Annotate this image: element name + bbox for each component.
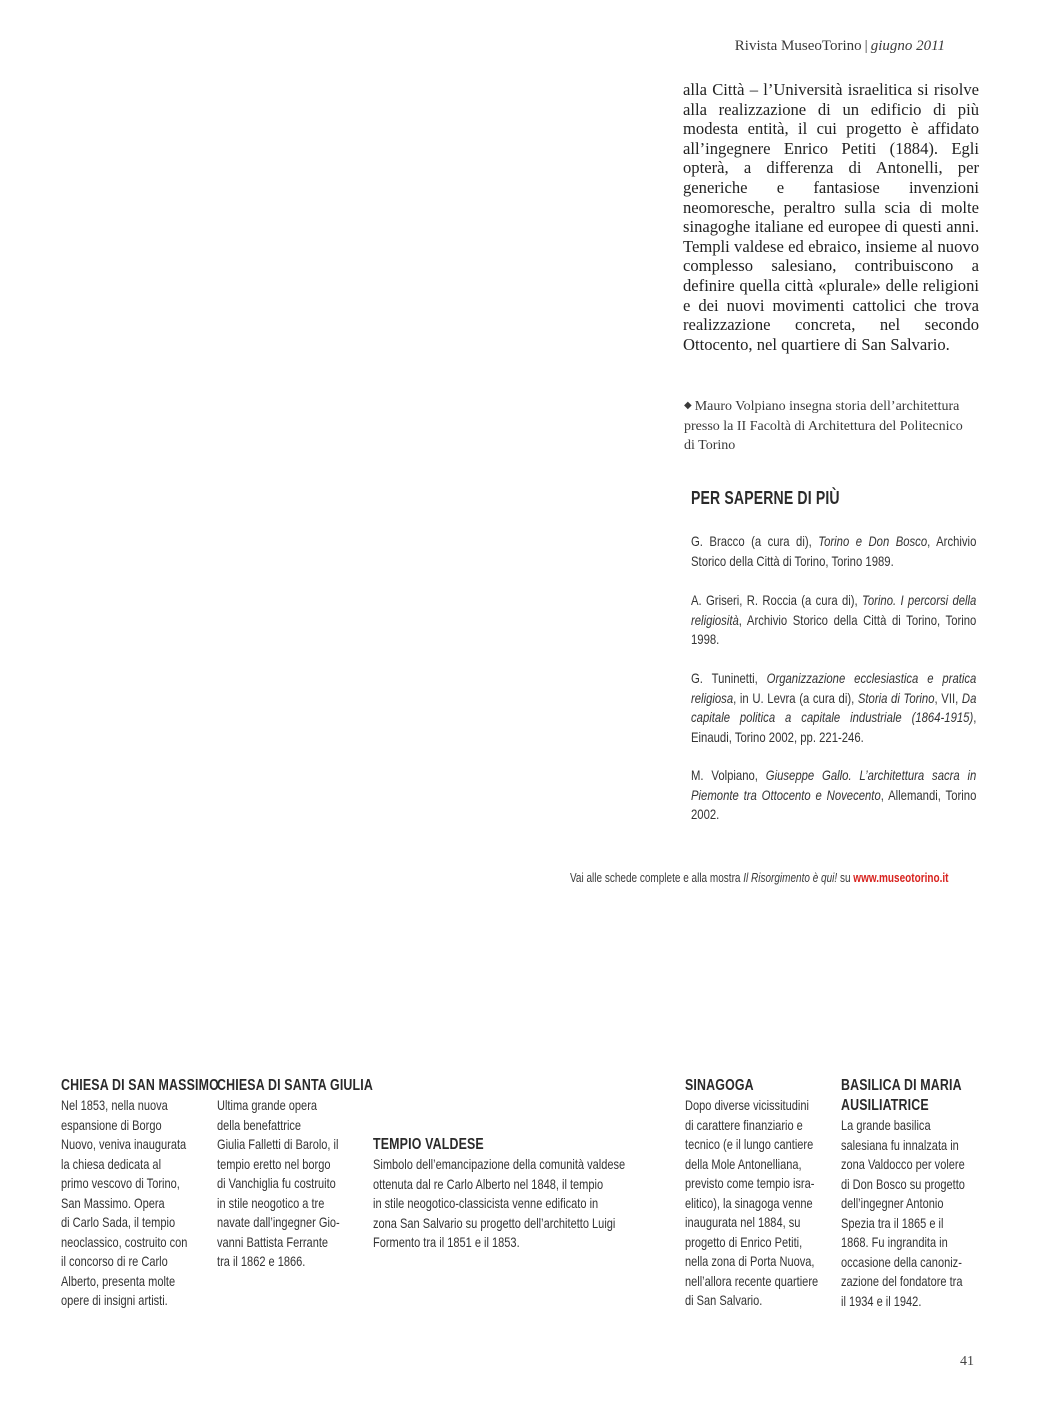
bibliography-entry bbox=[691, 532, 976, 571]
bib-text: A. Griseri, R. Roccia (a cura di), bbox=[691, 593, 862, 608]
caption-line: inaugurata nel 1884, su bbox=[685, 1215, 801, 1230]
caption-body bbox=[217, 1096, 373, 1272]
caption-line: di San Salvario. bbox=[685, 1293, 763, 1308]
bibliography-entry bbox=[691, 591, 976, 650]
bib-text: G. Tuninetti, bbox=[691, 671, 767, 686]
caption-line: Nel 1853, nella nuova bbox=[61, 1098, 168, 1113]
caption-line: opere di insigni artisti. bbox=[61, 1293, 168, 1308]
caption-title-line: AUSILIATRICE bbox=[841, 1097, 929, 1114]
caption-line: dell’ingegner Antonio bbox=[841, 1196, 944, 1211]
bib-title: Torino e Don Bosco bbox=[818, 534, 928, 549]
caption-title-line: TEMPIO VALDESE bbox=[373, 1136, 484, 1153]
author-note-text: Mauro Volpiano insegna storia dell’architettura presso la II Facoltà di Architettura del Politecnico di Torino bbox=[684, 399, 963, 453]
bib-title: Storia di Torino bbox=[857, 690, 935, 706]
caption-line: Giulia Falletti di Barolo, il bbox=[217, 1137, 339, 1152]
caption-line: in stile neogotico-classicista venne edificato in bbox=[373, 1196, 599, 1211]
caption-line: di Don Bosco su progetto bbox=[841, 1176, 965, 1192]
caption-title-line: CHIESA DI SAN MASSIMO bbox=[61, 1077, 219, 1094]
caption-line: zona Valdocco per volere bbox=[841, 1157, 965, 1172]
caption-line: Nuovo, veniva inaugurata bbox=[61, 1137, 187, 1152]
caption-line: in stile neogotico a tre bbox=[217, 1195, 325, 1211]
bib-text: , Archivio Storico della Città di Torino, Torino 1998. bbox=[691, 612, 977, 647]
bib-title: Torino. I percorsi della religiosità bbox=[691, 593, 977, 628]
caption-line: della Mole Antonelliana, bbox=[685, 1156, 802, 1172]
caption-line: San Massimo. Opera bbox=[61, 1195, 165, 1211]
caption-line: vanni Battista Ferrante bbox=[217, 1234, 329, 1250]
article-body: alla Città – l’Università israelitica si risolve alla realizzazione di un edificio di più modesta entità, il cui progetto è affidato all’ingegnere Enrico Petiti (1884). Egli opterà, a differenza di Antonelli, per generiche e fantasiose invenzioni neomoresche, peraltro sulla scia di molte sinagoghe italiane ed europee di questi anni. Templi valdese ed ebraico, insieme al nuovo complesso salesiano, contribuiscono a definire quella città «plurale» delle religioni e dei nuovi movimenti cattolici che trova realizzazione concreta, nel secondo Ottocento, nel quartiere di San Salvario. bbox=[683, 80, 979, 354]
bib-title: Da capitale politica a capitale industriale (1864-1915) bbox=[691, 690, 977, 725]
caption-body bbox=[685, 1096, 818, 1311]
caption-line: il 1934 e il 1942. bbox=[841, 1293, 922, 1309]
exhibition-title: Il Risorgimento è qui! bbox=[743, 871, 838, 885]
caption-line: primo vescovo di Torino, bbox=[61, 1176, 180, 1191]
caption-line: di carattere finanziario e bbox=[685, 1117, 803, 1133]
caption-line: zazione del fondatore tra bbox=[841, 1274, 963, 1289]
caption-line: La grande basilica bbox=[841, 1118, 931, 1133]
bib-text: , VII, bbox=[934, 690, 962, 706]
bibliography-entry bbox=[691, 766, 976, 825]
caption-line: 1868. Fu ingrandita in bbox=[841, 1235, 948, 1250]
caption-line: Ultima grande opera bbox=[217, 1098, 318, 1113]
bib-text: , Allemandi, Torino 2002. bbox=[691, 787, 977, 822]
caption-line: tra il 1862 e 1866. bbox=[217, 1254, 306, 1269]
bib-text: , Archivio Storico della Città di Torino, Torino 1989. bbox=[691, 534, 977, 569]
museotorino-link-line bbox=[570, 871, 976, 885]
caption-tempio-valdese bbox=[373, 1135, 625, 1253]
caption-santa-giulia bbox=[217, 1076, 373, 1272]
caption-title bbox=[61, 1076, 219, 1096]
bib-title: Giuseppe Gallo. L’architettura sacra in Piemonte tra Ottocento e Novecento bbox=[691, 768, 977, 803]
bib-text: , in U. Levra (a cura di), bbox=[733, 690, 858, 706]
caption-line: occasione della canoniz- bbox=[841, 1254, 962, 1270]
caption-line: Alberto, presenta molte bbox=[61, 1273, 176, 1289]
running-header bbox=[700, 38, 945, 55]
caption-line: Spezia tra il 1865 e il bbox=[841, 1215, 944, 1231]
caption-line: tempio eretto nel borgo bbox=[217, 1156, 331, 1172]
journal-name: Rivista MuseoTorino bbox=[734, 38, 862, 54]
author-note bbox=[684, 396, 976, 456]
caption-title bbox=[841, 1076, 965, 1116]
caption-line: della benefattrice bbox=[217, 1117, 302, 1133]
caption-line: il concorso di re Carlo bbox=[61, 1254, 168, 1269]
header-separator: | bbox=[864, 38, 868, 54]
caption-line: di Carlo Sada, il tempio bbox=[61, 1215, 176, 1230]
caption-line: nella zona di Porta Nuova, bbox=[685, 1254, 815, 1269]
caption-maria-ausiliatrice bbox=[841, 1076, 965, 1311]
caption-sinagoga bbox=[685, 1076, 818, 1311]
museotorino-url-link[interactable]: www.museotorino.it bbox=[853, 871, 949, 885]
caption-title-line: CHIESA DI SANTA GIULIA bbox=[217, 1077, 373, 1094]
issue-date: giugno 2011 bbox=[870, 38, 945, 54]
caption-san-massimo bbox=[61, 1076, 219, 1311]
bibliography-entry bbox=[691, 669, 976, 747]
caption-line: neoclassico, costruito con bbox=[61, 1234, 188, 1250]
caption-line: previsto come tempio isra- bbox=[685, 1176, 815, 1191]
bib-text: G. Bracco (a cura di), bbox=[691, 534, 819, 549]
caption-body bbox=[61, 1096, 219, 1311]
caption-body bbox=[373, 1155, 625, 1253]
caption-line: Formento tra il 1851 e il 1853. bbox=[373, 1235, 520, 1250]
caption-body bbox=[841, 1116, 965, 1311]
bib-title: Organizzazione ecclesiastica e pratica religiosa bbox=[691, 671, 977, 706]
bib-text: , Einaudi, Torino 2002, pp. 221-246. bbox=[691, 710, 977, 745]
caption-title bbox=[217, 1076, 373, 1096]
link-prefix: Vai alle schede complete e alla mostra bbox=[570, 871, 744, 885]
caption-title-line: SINAGOGA bbox=[685, 1077, 754, 1094]
further-reading-title: PER SAPERNE DI PIÙ bbox=[691, 488, 840, 508]
caption-line: salesiana fu innalzata in bbox=[841, 1137, 959, 1153]
caption-line: la chiesa dedicata al bbox=[61, 1156, 162, 1172]
caption-title bbox=[685, 1076, 818, 1096]
caption-line: zona San Salvario su progetto dell’architetto Luigi bbox=[373, 1215, 616, 1231]
caption-line: elitico), la sinagoga venne bbox=[685, 1195, 813, 1211]
caption-line: navate dall’ingegner Gio- bbox=[217, 1215, 340, 1230]
caption-title-line: BASILICA DI MARIA bbox=[841, 1077, 962, 1094]
diamond-bullet-icon: ◆ bbox=[684, 400, 692, 411]
page-number: 41 bbox=[960, 1354, 974, 1369]
caption-line: ottenuta dal re Carlo Alberto nel 1848, il tempio bbox=[373, 1176, 604, 1192]
caption-line: Dopo diverse vicissitudini bbox=[685, 1098, 809, 1113]
caption-title bbox=[373, 1135, 625, 1155]
caption-line: progetto di Enrico Petiti, bbox=[685, 1234, 803, 1250]
bib-text: M. Volpiano, bbox=[691, 768, 766, 783]
link-middle: su bbox=[837, 871, 854, 885]
caption-line: tecnico (e il lungo cantiere bbox=[685, 1137, 814, 1152]
caption-line: espansione di Borgo bbox=[61, 1117, 162, 1133]
caption-line: nell’allora recente quartiere bbox=[685, 1273, 819, 1289]
caption-line: Simbolo dell’emancipazione della comunità valdese bbox=[373, 1157, 626, 1172]
caption-line: di Vanchiglia fu costruito bbox=[217, 1176, 336, 1191]
